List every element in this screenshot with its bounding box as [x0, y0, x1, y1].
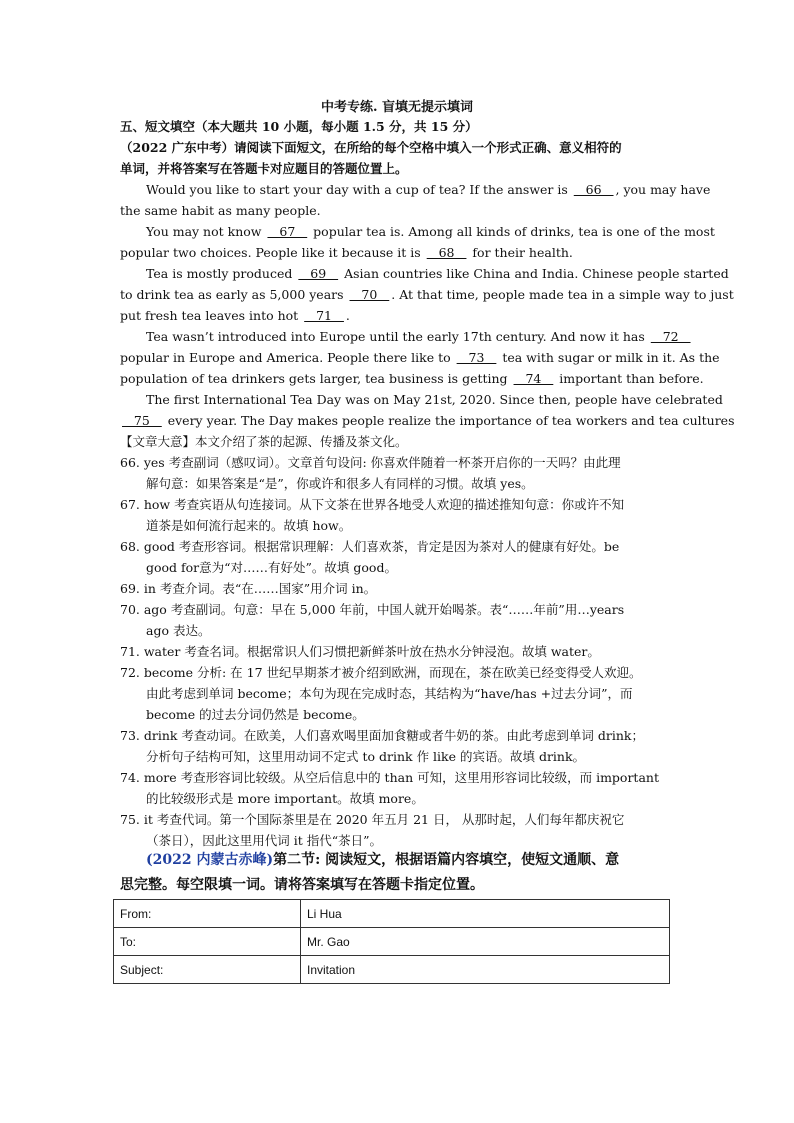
answer-73: 73. drink 考查动词。在欧美，人们喜欢喝里面加食糖或者牛奶的茶。由此考虑到单词 drink； — [120, 728, 645, 743]
passage-line: 75 every year. The Day makes people realize the importance of tea workers and tea cultures — [120, 411, 680, 431]
answer-66-cont: 解句意：如果答案是“是”，你或许和很多人有同样的习惯。故填 yes。 — [146, 476, 534, 491]
blank-70: 70 — [349, 287, 390, 302]
passage-line: popular two choices. People like it because it is 68 for their health. — [120, 243, 680, 263]
passage-line: The first International Tea Day was on May 21st, 2020. Since then, people have celebrated — [146, 392, 723, 407]
answer-74: 74. more 考查形容词比较级。从空后信息中的 than 可知，这里用形容词比较级，而 important — [120, 770, 659, 785]
passage-line: population of tea drinkers gets larger, tea business is getting 74 important than before. — [120, 369, 680, 389]
section2-source: (2022 内蒙古赤峰) — [146, 852, 274, 868]
blank-69: 69 — [298, 266, 339, 281]
passage-line: Tea wasn’t introduced into Europe until the early 17th century. And now it has 72 — [146, 327, 680, 347]
answer-70: 70. ago 考查副词。句意：早在 5,000 年前，中国人就开始喝茶。表“……年前”用…years — [120, 602, 625, 617]
passage-line: You may not know 67 popular tea is. Among all kinds of drinks, tea is one of the most — [146, 222, 680, 242]
passage-line: put fresh tea leaves into hot 71 . — [120, 306, 680, 326]
summary: 【文章大意】本文介绍了茶的起源、传播及茶文化。 — [120, 434, 408, 449]
to-label: To: — [114, 928, 301, 956]
answer-69: 69. in 考查介词。表“在……国家”用介词 in。 — [120, 581, 377, 596]
answer-73-cont: 分析句子结构可知，这里用动词不定式 to drink 作 like 的宾语。故填 drink。 — [146, 749, 586, 764]
answer-70-cont: ago 表达。 — [146, 623, 211, 638]
answer-67: 67. how 考查宾语从句连接词。从下文茶在世界各地受人欢迎的描述推知句意：你或许不知 — [120, 497, 625, 512]
blank-73: 73 — [456, 350, 497, 365]
blank-66: 66 — [573, 182, 614, 197]
section2-heading-cont: 思完整。每空限填一词。请将答案填写在答题卡指定位置。 — [120, 877, 484, 893]
passage-line: popular in Europe and America. People there like to 73 tea with sugar or milk in it. As the — [120, 348, 680, 368]
blank-68: 68 — [426, 245, 467, 260]
answer-67-cont: 道茶是如何流行起来的。故填 how。 — [146, 518, 352, 533]
passage-line: Tea is mostly produced 69 Asian countries like China and India. Chinese people started — [146, 264, 680, 284]
from-value: Li Hua — [301, 900, 670, 928]
passage-line: Would you like to start your day with a cup of tea? If the answer is 66 , you may have — [146, 180, 680, 200]
answer-74-cont: 的比较级形式是 more important。故填 more。 — [146, 791, 424, 806]
answer-71: 71. water 考查名词。根据常识人们习惯把新鲜茶叶放在热水分钟浸泡。故填 water。 — [120, 644, 600, 659]
to-value: Mr. Gao — [301, 928, 670, 956]
answer-68-cont: good for意为“对……有好处”。故填 good。 — [146, 560, 397, 575]
instruction-line-2: 单词，并将答案写在答题卡对应题目的答题位置上。 — [120, 161, 408, 176]
blank-72: 72 — [650, 329, 691, 344]
blank-67: 67 — [267, 224, 308, 239]
answer-75-cont: （茶日），因此这里用代词 it 指代“茶日”。 — [146, 833, 382, 848]
answer-72-cont: 由此考虑到单词 become；本句为现在完成时态，其结构为“have/has +过去分词”，而 — [146, 686, 633, 701]
answer-68: 68. good 考查形容词。根据常识理解：人们喜欢茶，肯定是因为茶对人的健康有好处。be — [120, 539, 620, 554]
subject-label: Subject: — [114, 956, 301, 984]
blank-74: 74 — [513, 371, 554, 386]
table-row — [114, 900, 670, 928]
table-row — [114, 928, 670, 956]
page-title: 中考专练. 盲填无提示填词 — [320, 100, 474, 115]
section-heading: 五、短文填空（本大题共 10 小题，每小题 1.5 分，共 15 分） — [120, 119, 478, 134]
answer-75: 75. it 考查代词。第一个国际茶里是在 2020 年五月 21 日， 从那时起，人们每年都庆祝它 — [120, 812, 625, 827]
blank-71: 71 — [304, 308, 344, 323]
answer-72-cont: become 的过去分词仍然是 become。 — [146, 707, 365, 722]
passage-line: the same habit as many people. — [120, 203, 321, 218]
from-label: From: — [114, 900, 301, 928]
blank-75: 75 — [122, 413, 162, 428]
section2-heading: (2022 内蒙古赤峰)第二节: 阅读短文，根据语篇内容填空，使短文通顺、意 — [146, 852, 620, 868]
letter-header-table — [113, 899, 670, 984]
table-row — [114, 956, 670, 984]
instruction-line-1: （2022 广东中考）请阅读下面短文，在所给的每个空格中填入一个形式正确、意义相符的 — [120, 140, 622, 155]
answer-72: 72. become 分析: 在 17 世纪早期茶才被介绍到欧洲，而现在，茶在欧美已经变得受人欢迎。 — [120, 665, 642, 680]
passage-line: to drink tea as early as 5,000 years 70 . At that time, people made tea in a simple way to just — [120, 285, 680, 305]
subject-value: Invitation — [301, 956, 670, 984]
answer-66: 66. yes 考查副词（感叹词）。文章首句设问: 你喜欢伴随着一杯茶开启你的一天吗？由此理 — [120, 455, 621, 470]
